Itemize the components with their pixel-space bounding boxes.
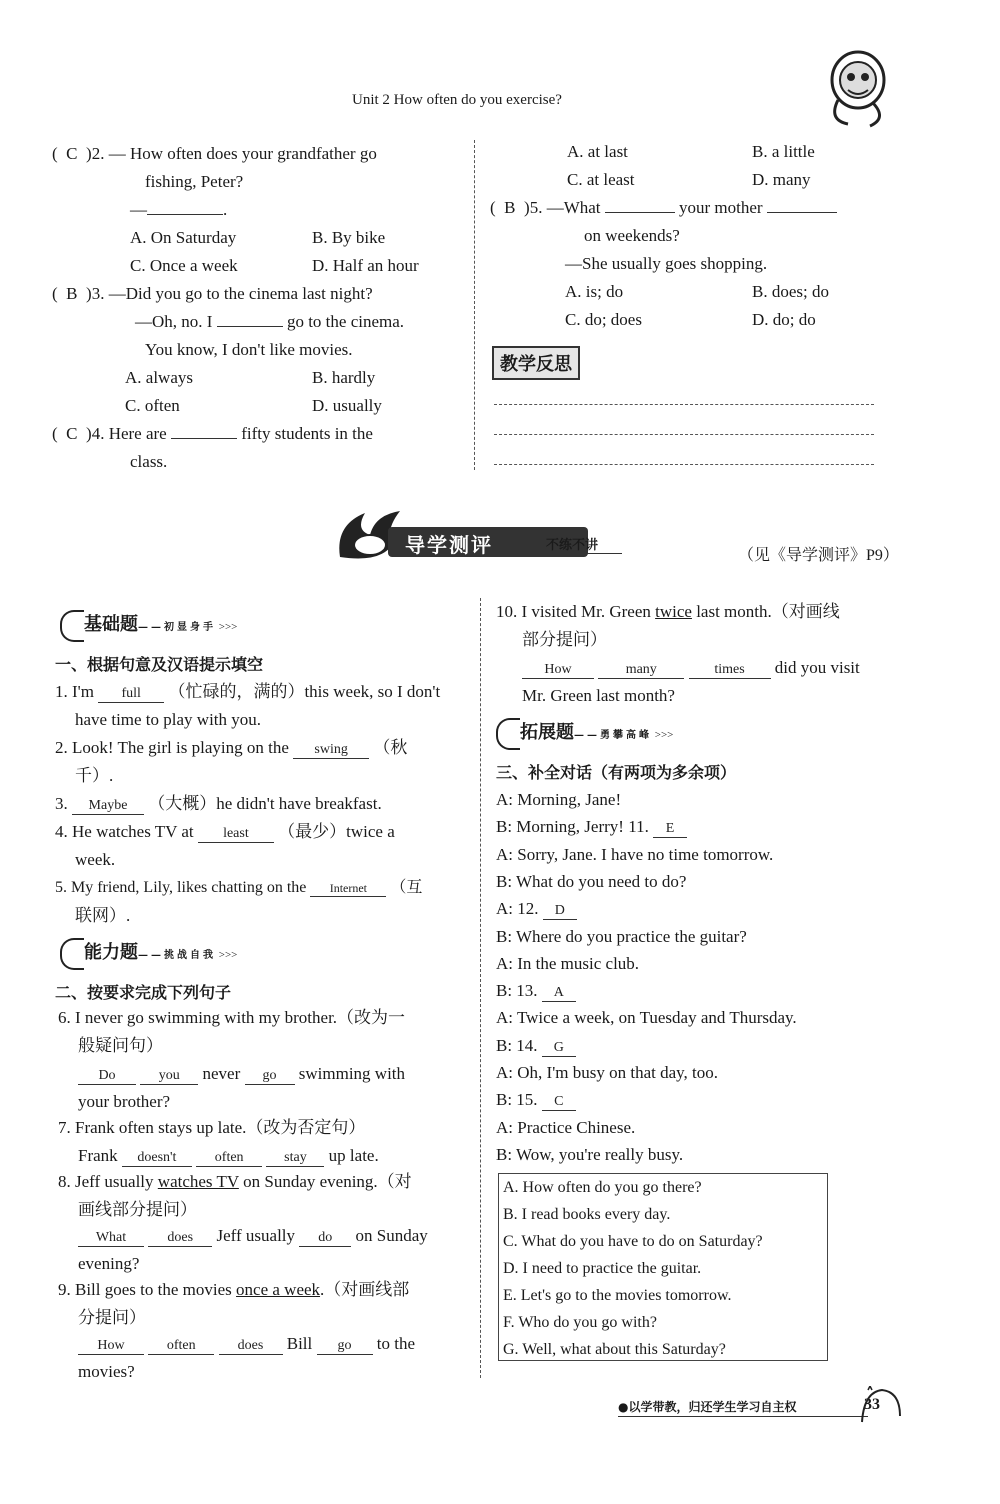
dialog-line: B: What do you need to do? xyxy=(496,871,687,891)
option-item: G. Well, what about this Saturday? xyxy=(503,1341,726,1358)
option-item: C. What do you have to do on Saturday? xyxy=(503,1233,763,1250)
fill-q2-line2: 千）. xyxy=(75,766,114,785)
section-one-title: 一、根据句意及汉语提示填空 xyxy=(55,655,264,674)
dialog-answer: E xyxy=(653,821,687,838)
dialog-line: B: 13. A xyxy=(496,977,576,1005)
rewrite-q9: 9. Bill goes to the movies once a week.（对画线部 xyxy=(58,1280,410,1299)
q4-option-d: D. many xyxy=(752,170,811,189)
rewrite-q9-answer: How often does Bill go to the xyxy=(78,1330,415,1358)
dialog-answer: C xyxy=(542,1094,576,1111)
rewrite-q10: 10. I visited Mr. Green twice last month.（对画线 xyxy=(496,602,840,621)
rewrite-q7: 7. Frank often stays up late.（改为否定句） xyxy=(58,1118,366,1137)
rewrite-q6-line4: your brother? xyxy=(78,1092,171,1111)
fill-q2: 2. Look! The girl is playing on the swing （秋 xyxy=(55,738,408,757)
basic-section-heading: 基础题——初显身手 >>> xyxy=(60,610,237,642)
reflection-label: 教学反思 xyxy=(492,346,580,380)
running-header: Unit 2 How often do you exercise? xyxy=(352,92,562,108)
column-divider-lower xyxy=(480,598,481,1378)
page-ornament-icon xyxy=(858,1386,904,1426)
banner-slogan: 不练不讲 xyxy=(546,538,599,553)
q4-option-b: B. a little xyxy=(752,142,815,161)
banner-reference: （见《导学测评》P9） xyxy=(738,547,899,564)
footer-slogan: ●以学带教，归还学生学习自主权 xyxy=(618,1400,797,1414)
rewrite-q8: 8. Jeff usually watches TV on Sunday evening.（对 xyxy=(58,1172,412,1191)
fill-q4: 4. He watches TV at least （最少）twice a xyxy=(55,822,395,841)
q5-item: ( B )5. —What your mother xyxy=(490,194,837,222)
q4-option-a: A. at last xyxy=(567,142,628,161)
q2-option-c: C. Once a week xyxy=(130,256,238,275)
dialog-line: A: Practice Chinese. xyxy=(496,1117,636,1137)
rewrite-q6: 6. I never go swimming with my brother.（改为一 xyxy=(58,1008,406,1027)
rewrite-q10-line2: 部分提问） xyxy=(522,630,607,649)
dialog-line: A: Twice a week, on Tuesday and Thursday. xyxy=(496,1008,797,1028)
option-item: A. How often do you go there? xyxy=(503,1179,702,1196)
q5-line3: —She usually goes shopping. xyxy=(565,254,768,273)
dialog-line: A: In the music club. xyxy=(496,953,640,973)
rewrite-q8-answer: What does Jeff usually do on Sunday xyxy=(78,1222,428,1250)
q2-option-d: D. Half an hour xyxy=(312,256,419,275)
dialog-answer: D xyxy=(543,903,577,920)
q3-option-d: D. usually xyxy=(312,396,382,415)
dialog-line: A: Morning, Jane! xyxy=(496,790,622,809)
column-divider xyxy=(474,140,475,470)
q2-option-b: B. By bike xyxy=(312,228,386,247)
dialog-answer: A xyxy=(542,985,576,1002)
option-item: B. I read books every day. xyxy=(503,1206,671,1223)
rewrite-q10-answer: How many times did you visit xyxy=(522,654,860,682)
rewrite-q10-line4: Mr. Green last month? xyxy=(522,686,675,705)
rewrite-q9-line4: movies? xyxy=(78,1362,135,1381)
q3-option-b: B. hardly xyxy=(312,368,376,387)
fill-q5-line2: 联网）. xyxy=(75,906,131,925)
extension-section-heading: 拓展题——勇攀高峰 >>> xyxy=(496,718,673,750)
rewrite-q7-answer: Frank doesn't often stay up late. xyxy=(78,1146,379,1165)
fill-q3: 3. Maybe （大概）he didn't have breakfast. xyxy=(55,794,382,813)
rewrite-q8-line4: evening? xyxy=(78,1254,140,1273)
q2-item: ( C )2. — How often does your grandfather go xyxy=(52,144,377,163)
dialog-line: B: Wow, you're really busy. xyxy=(496,1144,684,1164)
q5-option-a: A. is; do xyxy=(565,282,624,301)
q5-line2: on weekends? xyxy=(584,226,680,245)
rewrite-q8-line2: 画线部分提问） xyxy=(78,1200,197,1219)
section-three-title: 三、补全对话（有两项为多余项） xyxy=(496,763,737,782)
fill-q5: 5. My friend, Lily, likes chatting on the Internet （互 xyxy=(55,879,423,896)
banner-title: 导学测评 xyxy=(405,533,493,557)
rewrite-q6-answer: Do you never go swimming with xyxy=(78,1060,405,1088)
q5-option-b: B. does; do xyxy=(752,282,829,301)
dialog-line: A: Oh, I'm busy on that day, too. xyxy=(496,1063,718,1082)
dialog-line: B: 15. C xyxy=(496,1086,576,1114)
dialog-line: A: Sorry, Jane. I have no time tomorrow. xyxy=(496,844,774,864)
dialog-answer: G xyxy=(542,1040,576,1057)
q2-line3: — . xyxy=(130,200,228,219)
fill-q1-line2: have time to play with you. xyxy=(75,710,262,729)
rewrite-q9-line2: 分提问） xyxy=(78,1308,146,1327)
q4-line2: class. xyxy=(130,452,168,471)
dialog-line: B: Morning, Jerry! 11. E xyxy=(496,813,687,841)
option-item: F. Who do you go with? xyxy=(503,1314,657,1331)
q3-line2: —Oh, no. I go to the cinema. xyxy=(135,312,405,331)
banner-underline xyxy=(540,553,622,554)
q3-item: ( B )3. —Did you go to the cinema last night? xyxy=(52,284,373,303)
footer-rule xyxy=(618,1416,868,1417)
q2-line2: fishing, Peter? xyxy=(145,172,244,191)
q3-option-a: A. always xyxy=(125,368,193,387)
rewrite-q6-line2: 般疑问句） xyxy=(78,1036,163,1055)
option-item: E. Let's go to the movies tomorrow. xyxy=(503,1287,732,1304)
q5-option-d: D. do; do xyxy=(752,310,816,329)
page-number: 33 xyxy=(864,1396,880,1413)
q4-option-c: C. at least xyxy=(567,170,635,189)
reflection-line xyxy=(494,434,874,435)
fill-q1: 1. I'm full （忙碌的，满的）this week, so I don't xyxy=(55,682,441,701)
dialog-line: B: 14. G xyxy=(496,1032,576,1060)
reflection-line xyxy=(494,404,874,405)
dialog-line: B: Where do you practice the guitar? xyxy=(496,926,747,946)
fill-q4-line2: week. xyxy=(75,850,116,869)
mascot-icon xyxy=(818,40,898,130)
q5-option-c: C. do; does xyxy=(565,310,642,329)
dialog-line: A: 12. D xyxy=(496,895,577,923)
q3-line3: You know, I don't like movies. xyxy=(145,340,353,359)
ability-section-heading: 能力题——挑战自我 >>> xyxy=(60,938,237,970)
reflection-line xyxy=(494,464,874,465)
q3-option-c: C. often xyxy=(125,396,180,415)
section-two-title: 二、按要求完成下列句子 xyxy=(55,983,232,1002)
q2-option-a: A. On Saturday xyxy=(130,228,237,247)
option-item: D. I need to practice the guitar. xyxy=(503,1260,702,1277)
q4-item: ( C )4. Here are fifty students in the xyxy=(52,424,373,443)
